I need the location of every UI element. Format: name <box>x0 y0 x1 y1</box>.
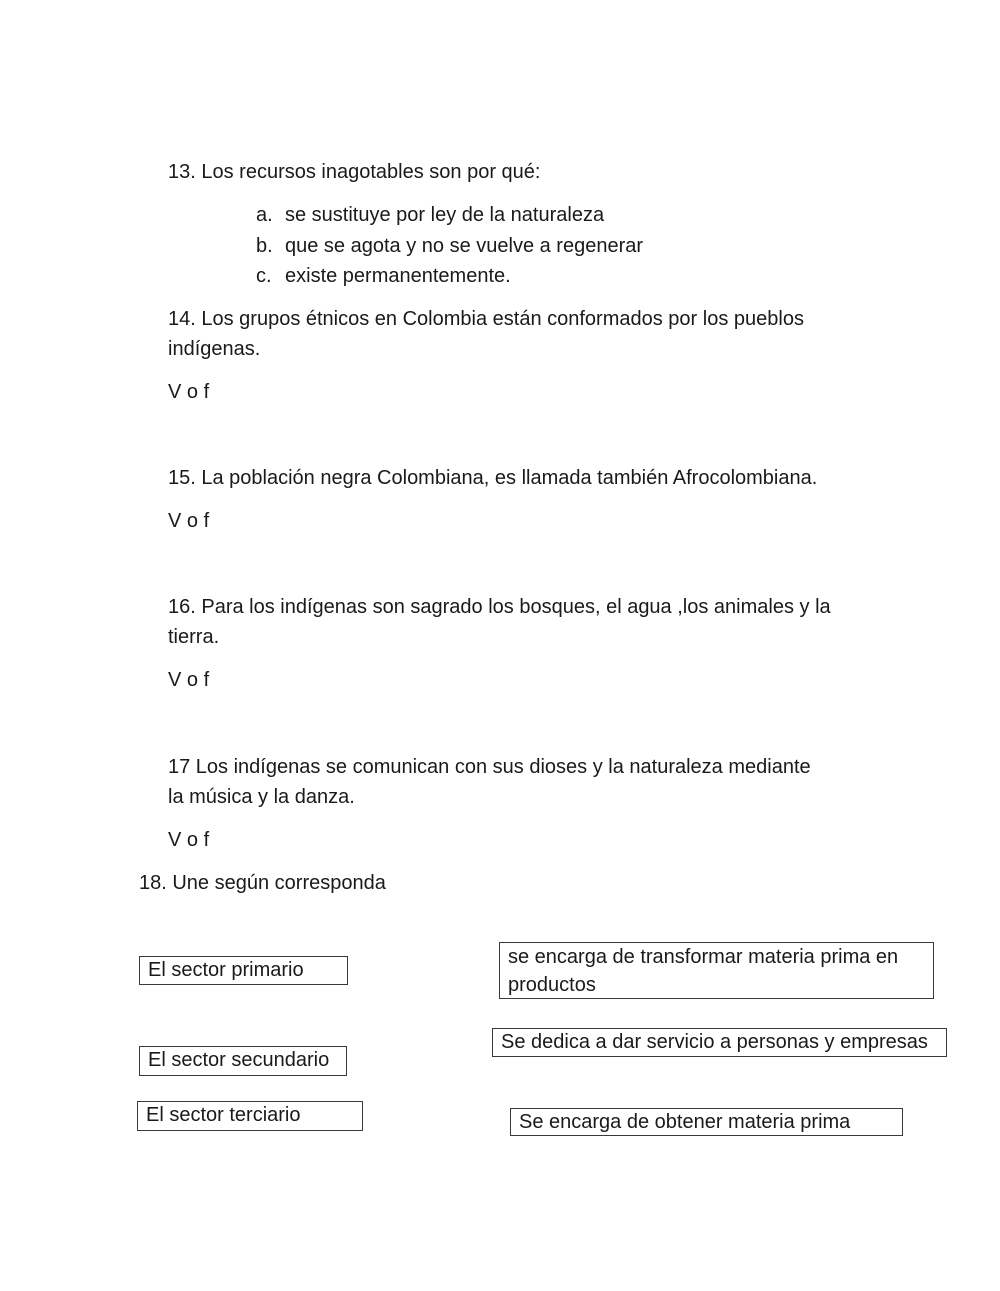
match-right-materia-prima[interactable] <box>510 1108 903 1136</box>
q13-option-c-letter: c. <box>256 265 272 287</box>
q17-question-line1: 17 Los indígenas se comunican con sus dioses y la naturaleza mediante <box>168 756 811 778</box>
q17-answer: V o f <box>168 829 210 851</box>
q13-option-a: se sustituye por ley de la naturaleza <box>285 204 605 226</box>
q14-question-line2: indígenas. <box>168 338 261 360</box>
q13-option-a-letter: a. <box>256 204 273 226</box>
q13-option-b-letter: b. <box>256 235 273 257</box>
match-right-servicio-label: Se dedica a dar servicio a personas y empresas <box>501 1031 928 1053</box>
q13-option-b: que se agota y no se vuelve a regenerar <box>285 235 644 257</box>
q14-answer: V o f <box>168 381 210 403</box>
match-left-primario-label: El sector primario <box>148 959 304 981</box>
q16-question-line2: tierra. <box>168 626 220 648</box>
match-right-transformar-line2: productos <box>508 974 596 996</box>
match-right-materia-prima-label: Se encarga de obtener materia prima <box>519 1111 851 1133</box>
q18-question: 18. Une según corresponda <box>139 872 386 894</box>
match-right-transformar[interactable] <box>499 942 934 999</box>
match-left-terciario-label: El sector terciario <box>146 1104 301 1126</box>
q13-question: 13. Los recursos inagotables son por qué: <box>168 161 541 183</box>
match-left-secundario-label: El sector secundario <box>148 1049 330 1071</box>
match-right-transformar-line1: se encarga de transformar materia prima en <box>508 946 899 968</box>
q15-answer: V o f <box>168 510 210 532</box>
q16-question-line1: 16. Para los indígenas son sagrado los bosques, el agua ,los animales y la <box>168 596 831 618</box>
match-left-secundario[interactable] <box>139 1046 347 1076</box>
q15-question: 15. La población negra Colombiana, es llamada también Afrocolombiana. <box>168 467 818 489</box>
q14-question-line1: 14. Los grupos étnicos en Colombia están conformados por los pueblos <box>168 308 804 330</box>
match-left-terciario[interactable] <box>137 1101 363 1131</box>
match-right-servicio[interactable] <box>492 1028 947 1057</box>
match-left-primario[interactable] <box>139 956 348 985</box>
q16-answer: V o f <box>168 669 210 691</box>
q13-option-c: existe permanentemente. <box>285 265 511 287</box>
q17-question-line2: la música y la danza. <box>168 786 355 808</box>
